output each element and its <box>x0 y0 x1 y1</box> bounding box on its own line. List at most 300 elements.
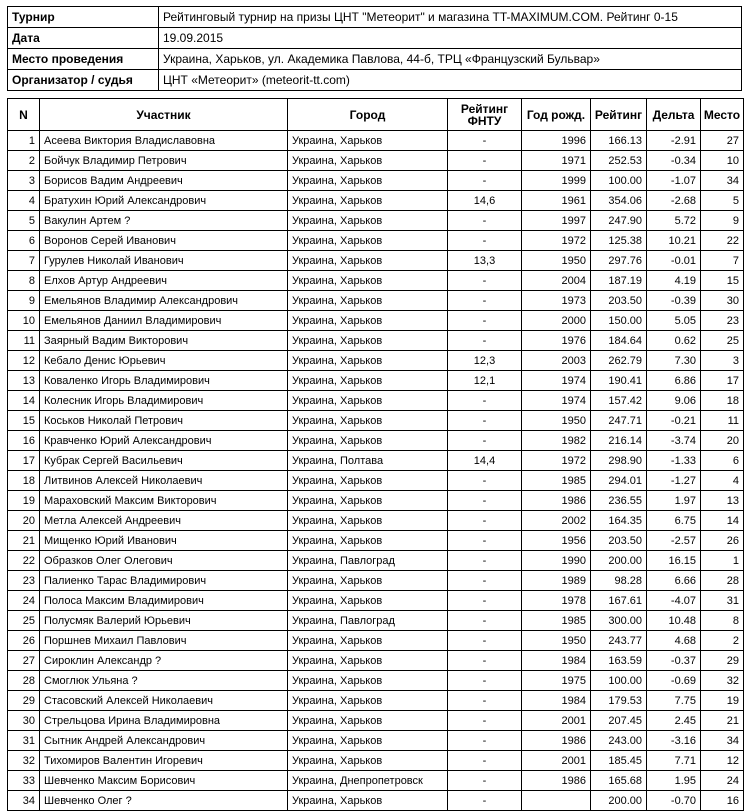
cell-delta: -0.01 <box>647 251 701 271</box>
cell-ftnu-rating: - <box>448 411 522 431</box>
cell-city: Украина, Харьков <box>288 151 448 171</box>
cell-rating: 298.90 <box>591 451 647 471</box>
cell-birth-year: 1950 <box>522 411 591 431</box>
cell-participant: Коваленко Игорь Владимирович <box>40 371 288 391</box>
cell-birth-year: 1976 <box>522 331 591 351</box>
cell-city: Украина, Павлоград <box>288 551 448 571</box>
cell-place: 7 <box>701 251 744 271</box>
cell-ftnu-rating: - <box>448 131 522 151</box>
cell-place: 15 <box>701 271 744 291</box>
col-header-birth-year: Год рожд. <box>522 99 591 131</box>
cell-city: Украина, Харьков <box>288 351 448 371</box>
info-label: Дата <box>8 28 159 49</box>
cell-participant: Стрельцова Ирина Владимировна <box>40 711 288 731</box>
table-row <box>8 791 744 811</box>
cell-city: Украина, Харьков <box>288 691 448 711</box>
cell-rating: 190.41 <box>591 371 647 391</box>
cell-ftnu-rating: - <box>448 591 522 611</box>
cell-birth-year: 1990 <box>522 551 591 571</box>
cell-city: Украина, Харьков <box>288 191 448 211</box>
cell-number: 31 <box>8 731 40 751</box>
cell-ftnu-rating: - <box>448 771 522 791</box>
info-row-organizer <box>8 70 742 91</box>
cell-city: Украина, Харьков <box>288 631 448 651</box>
cell-participant: Емельянов Владимир Александрович <box>40 291 288 311</box>
cell-ftnu-rating: - <box>448 431 522 451</box>
cell-city: Украина, Харьков <box>288 311 448 331</box>
table-row <box>8 411 744 431</box>
cell-rating: 179.53 <box>591 691 647 711</box>
cell-place: 2 <box>701 631 744 651</box>
cell-number: 7 <box>8 251 40 271</box>
cell-delta: -4.07 <box>647 591 701 611</box>
cell-participant: Гурулев Николай Иванович <box>40 251 288 271</box>
cell-rating: 167.61 <box>591 591 647 611</box>
cell-number: 32 <box>8 751 40 771</box>
cell-place: 21 <box>701 711 744 731</box>
cell-ftnu-rating: - <box>448 171 522 191</box>
cell-rating: 203.50 <box>591 291 647 311</box>
cell-place: 19 <box>701 691 744 711</box>
cell-participant: Шевченко Олег ? <box>40 791 288 811</box>
cell-number: 3 <box>8 171 40 191</box>
cell-delta: 2.45 <box>647 711 701 731</box>
cell-number: 34 <box>8 791 40 811</box>
cell-ftnu-rating: - <box>448 311 522 331</box>
cell-number: 30 <box>8 711 40 731</box>
table-row <box>8 511 744 531</box>
results-table <box>7 98 744 811</box>
table-row <box>8 771 744 791</box>
cell-place: 12 <box>701 751 744 771</box>
cell-place: 28 <box>701 571 744 591</box>
cell-birth-year: 1999 <box>522 171 591 191</box>
cell-city: Украина, Харьков <box>288 251 448 271</box>
cell-city: Украина, Харьков <box>288 271 448 291</box>
cell-place: 17 <box>701 371 744 391</box>
cell-participant: Борисов Вадим Андреевич <box>40 171 288 191</box>
cell-place: 10 <box>701 151 744 171</box>
cell-number: 16 <box>8 431 40 451</box>
cell-rating: 243.00 <box>591 731 647 751</box>
table-row <box>8 331 744 351</box>
cell-place: 20 <box>701 431 744 451</box>
cell-birth-year: 1986 <box>522 491 591 511</box>
cell-place: 29 <box>701 651 744 671</box>
results-body <box>8 131 744 811</box>
cell-rating: 294.01 <box>591 471 647 491</box>
cell-participant: Сытник Андрей Александрович <box>40 731 288 751</box>
table-row <box>8 311 744 331</box>
cell-delta: 1.97 <box>647 491 701 511</box>
cell-rating: 216.14 <box>591 431 647 451</box>
cell-number: 28 <box>8 671 40 691</box>
info-value: Украина, Харьков, ул. Академика Павлова, 44-б, ТРЦ «Французский Бульвар» <box>159 49 742 70</box>
cell-delta: -3.16 <box>647 731 701 751</box>
cell-participant: Заярный Вадим Викторович <box>40 331 288 351</box>
cell-delta: 7.71 <box>647 751 701 771</box>
cell-ftnu-rating: - <box>448 551 522 571</box>
cell-number: 21 <box>8 531 40 551</box>
cell-birth-year: 2002 <box>522 511 591 531</box>
cell-city: Украина, Харьков <box>288 411 448 431</box>
cell-number: 10 <box>8 311 40 331</box>
cell-city: Украина, Харьков <box>288 371 448 391</box>
cell-number: 24 <box>8 591 40 611</box>
cell-birth-year: 1950 <box>522 631 591 651</box>
cell-number: 15 <box>8 411 40 431</box>
table-row <box>8 751 744 771</box>
cell-place: 27 <box>701 131 744 151</box>
cell-city: Украина, Харьков <box>288 531 448 551</box>
cell-place: 9 <box>701 211 744 231</box>
cell-participant: Метла Алексей Андреевич <box>40 511 288 531</box>
cell-ftnu-rating: - <box>448 751 522 771</box>
cell-rating: 236.55 <box>591 491 647 511</box>
cell-city: Украина, Полтава <box>288 451 448 471</box>
cell-city: Украина, Харьков <box>288 511 448 531</box>
cell-participant: Сироклин Александр ? <box>40 651 288 671</box>
table-row <box>8 391 744 411</box>
cell-rating: 207.45 <box>591 711 647 731</box>
cell-rating: 187.19 <box>591 271 647 291</box>
cell-birth-year: 2003 <box>522 351 591 371</box>
cell-birth-year: 1984 <box>522 691 591 711</box>
info-label: Организатор / судья <box>8 70 159 91</box>
table-row <box>8 671 744 691</box>
cell-birth-year: 1985 <box>522 611 591 631</box>
cell-birth-year <box>522 791 591 811</box>
table-row <box>8 531 744 551</box>
cell-delta: -2.91 <box>647 131 701 151</box>
cell-birth-year: 1956 <box>522 531 591 551</box>
cell-place: 4 <box>701 471 744 491</box>
table-row <box>8 611 744 631</box>
cell-birth-year: 1972 <box>522 231 591 251</box>
cell-participant: Тихомиров Валентин Игоревич <box>40 751 288 771</box>
cell-number: 23 <box>8 571 40 591</box>
cell-ftnu-rating: - <box>448 291 522 311</box>
cell-ftnu-rating: - <box>448 151 522 171</box>
cell-birth-year: 2000 <box>522 311 591 331</box>
cell-place: 18 <box>701 391 744 411</box>
cell-ftnu-rating: - <box>448 471 522 491</box>
cell-number: 18 <box>8 471 40 491</box>
info-value: 19.09.2015 <box>159 28 742 49</box>
col-header-n: N <box>8 99 40 131</box>
cell-delta: 5.72 <box>647 211 701 231</box>
table-row <box>8 431 744 451</box>
table-row <box>8 571 744 591</box>
info-label: Турнир <box>8 7 159 28</box>
cell-participant: Воронов Серей Иванович <box>40 231 288 251</box>
cell-rating: 125.38 <box>591 231 647 251</box>
cell-participant: Полоса Максим Владимирович <box>40 591 288 611</box>
info-value: ЦНТ «Метеорит» (meteorit-tt.com) <box>159 70 742 91</box>
table-row <box>8 171 744 191</box>
cell-number: 4 <box>8 191 40 211</box>
col-header-ftnu-line2: ФНТУ <box>467 113 502 128</box>
col-header-ftnu-line1: Рейтинг <box>460 101 509 116</box>
col-header-participant: Участник <box>40 99 288 131</box>
table-row <box>8 711 744 731</box>
cell-place: 13 <box>701 491 744 511</box>
cell-delta: 10.21 <box>647 231 701 251</box>
cell-participant: Полусмяк Валерий Юрьевич <box>40 611 288 631</box>
cell-city: Украина, Харьков <box>288 751 448 771</box>
cell-number: 20 <box>8 511 40 531</box>
info-row-tournament <box>8 7 742 28</box>
cell-number: 11 <box>8 331 40 351</box>
table-row <box>8 271 744 291</box>
table-row <box>8 131 744 151</box>
cell-city: Украина, Харьков <box>288 791 448 811</box>
cell-number: 1 <box>8 131 40 151</box>
table-row <box>8 471 744 491</box>
info-row-date <box>8 28 742 49</box>
cell-birth-year: 1986 <box>522 731 591 751</box>
cell-participant: Поршнев Михаил Павлович <box>40 631 288 651</box>
cell-rating: 185.45 <box>591 751 647 771</box>
cell-ftnu-rating: - <box>448 791 522 811</box>
cell-birth-year: 1984 <box>522 651 591 671</box>
cell-participant: Шевченко Максим Борисович <box>40 771 288 791</box>
cell-place: 6 <box>701 451 744 471</box>
cell-place: 34 <box>701 731 744 751</box>
cell-ftnu-rating: 12,1 <box>448 371 522 391</box>
cell-rating: 165.68 <box>591 771 647 791</box>
cell-city: Украина, Харьков <box>288 331 448 351</box>
cell-place: 26 <box>701 531 744 551</box>
cell-place: 1 <box>701 551 744 571</box>
cell-place: 5 <box>701 191 744 211</box>
table-row <box>8 731 744 751</box>
cell-participant: Кубрак Сергей Васильевич <box>40 451 288 471</box>
cell-place: 31 <box>701 591 744 611</box>
cell-number: 27 <box>8 651 40 671</box>
cell-city: Украина, Харьков <box>288 491 448 511</box>
cell-city: Украина, Харьков <box>288 731 448 751</box>
cell-city: Украина, Днепропетровск <box>288 771 448 791</box>
cell-place: 23 <box>701 311 744 331</box>
cell-city: Украина, Харьков <box>288 291 448 311</box>
cell-birth-year: 1982 <box>522 431 591 451</box>
col-header-rating: Рейтинг <box>591 99 647 131</box>
cell-delta: -2.68 <box>647 191 701 211</box>
cell-number: 9 <box>8 291 40 311</box>
cell-rating: 297.76 <box>591 251 647 271</box>
cell-city: Украина, Харьков <box>288 431 448 451</box>
cell-delta: 16.15 <box>647 551 701 571</box>
cell-ftnu-rating: - <box>448 531 522 551</box>
cell-city: Украина, Харьков <box>288 651 448 671</box>
cell-place: 14 <box>701 511 744 531</box>
info-row-venue <box>8 49 742 70</box>
cell-ftnu-rating: - <box>448 571 522 591</box>
cell-city: Украина, Харьков <box>288 131 448 151</box>
cell-place: 3 <box>701 351 744 371</box>
cell-participant: Литвинов Алексей Николаевич <box>40 471 288 491</box>
cell-ftnu-rating: - <box>448 691 522 711</box>
cell-rating: 100.00 <box>591 171 647 191</box>
cell-birth-year: 1950 <box>522 251 591 271</box>
cell-city: Украина, Харьков <box>288 171 448 191</box>
cell-rating: 247.71 <box>591 411 647 431</box>
table-row <box>8 651 744 671</box>
cell-rating: 203.50 <box>591 531 647 551</box>
cell-number: 14 <box>8 391 40 411</box>
cell-city: Украина, Харьков <box>288 211 448 231</box>
cell-ftnu-rating: 14,6 <box>448 191 522 211</box>
cell-delta: -0.39 <box>647 291 701 311</box>
info-value: Рейтинговый турнир на призы ЦНТ "Метеорит" и магазина TT-MAXIMUM.COM. Рейтинг 0-15 <box>159 7 742 28</box>
cell-number: 12 <box>8 351 40 371</box>
cell-ftnu-rating: 13,3 <box>448 251 522 271</box>
cell-ftnu-rating: - <box>448 631 522 651</box>
col-header-ftnu-rating <box>448 99 522 131</box>
cell-rating: 163.59 <box>591 651 647 671</box>
cell-ftnu-rating: - <box>448 671 522 691</box>
cell-delta: 6.66 <box>647 571 701 591</box>
header-row <box>8 99 744 131</box>
cell-place: 30 <box>701 291 744 311</box>
table-row <box>8 251 744 271</box>
table-row <box>8 491 744 511</box>
cell-participant: Елхов Артур Андреевич <box>40 271 288 291</box>
cell-delta: 6.86 <box>647 371 701 391</box>
col-header-delta: Дельта <box>647 99 701 131</box>
cell-ftnu-rating: - <box>448 511 522 531</box>
cell-delta: -3.74 <box>647 431 701 451</box>
table-row <box>8 551 744 571</box>
cell-place: 22 <box>701 231 744 251</box>
cell-birth-year: 1985 <box>522 471 591 491</box>
tournament-info-table <box>7 6 742 91</box>
cell-delta: 6.75 <box>647 511 701 531</box>
cell-participant: Мараховский Максим Викторович <box>40 491 288 511</box>
cell-participant: Кравченко Юрий Александрович <box>40 431 288 451</box>
col-header-city: Город <box>288 99 448 131</box>
cell-rating: 184.64 <box>591 331 647 351</box>
cell-delta: -0.37 <box>647 651 701 671</box>
table-row <box>8 351 744 371</box>
cell-number: 29 <box>8 691 40 711</box>
cell-birth-year: 1978 <box>522 591 591 611</box>
cell-place: 25 <box>701 331 744 351</box>
cell-delta: 0.62 <box>647 331 701 351</box>
cell-delta: 1.95 <box>647 771 701 791</box>
table-row <box>8 211 744 231</box>
cell-delta: 4.19 <box>647 271 701 291</box>
cell-delta: 7.75 <box>647 691 701 711</box>
cell-ftnu-rating: - <box>448 711 522 731</box>
cell-delta: -1.33 <box>647 451 701 471</box>
cell-participant: Палиенко Тарас Владимирович <box>40 571 288 591</box>
cell-rating: 252.53 <box>591 151 647 171</box>
cell-birth-year: 1989 <box>522 571 591 591</box>
table-row <box>8 451 744 471</box>
cell-participant: Емельянов Даниил Владимирович <box>40 311 288 331</box>
cell-city: Украина, Харьков <box>288 711 448 731</box>
cell-delta: 7.30 <box>647 351 701 371</box>
table-row <box>8 591 744 611</box>
cell-ftnu-rating: - <box>448 391 522 411</box>
cell-delta: -1.27 <box>647 471 701 491</box>
cell-birth-year: 1972 <box>522 451 591 471</box>
cell-number: 17 <box>8 451 40 471</box>
cell-delta: -1.07 <box>647 171 701 191</box>
table-row <box>8 191 744 211</box>
cell-birth-year: 1986 <box>522 771 591 791</box>
cell-participant: Колесник Игорь Владимирович <box>40 391 288 411</box>
cell-ftnu-rating: - <box>448 211 522 231</box>
cell-birth-year: 1975 <box>522 671 591 691</box>
cell-rating: 157.42 <box>591 391 647 411</box>
cell-number: 5 <box>8 211 40 231</box>
cell-number: 13 <box>8 371 40 391</box>
cell-number: 26 <box>8 631 40 651</box>
cell-place: 32 <box>701 671 744 691</box>
cell-birth-year: 1973 <box>522 291 591 311</box>
table-row <box>8 151 744 171</box>
cell-city: Украина, Харьков <box>288 571 448 591</box>
table-row <box>8 231 744 251</box>
cell-birth-year: 1974 <box>522 371 591 391</box>
cell-rating: 150.00 <box>591 311 647 331</box>
cell-delta: -0.21 <box>647 411 701 431</box>
cell-delta: 4.68 <box>647 631 701 651</box>
cell-number: 25 <box>8 611 40 631</box>
cell-city: Украина, Харьков <box>288 391 448 411</box>
cell-participant: Смоглюк Ульяна ? <box>40 671 288 691</box>
cell-delta: 9.06 <box>647 391 701 411</box>
cell-delta: -0.69 <box>647 671 701 691</box>
cell-ftnu-rating: - <box>448 611 522 631</box>
cell-participant: Братухин Юрий Александрович <box>40 191 288 211</box>
cell-delta: -0.70 <box>647 791 701 811</box>
cell-rating: 164.35 <box>591 511 647 531</box>
cell-city: Украина, Павлоград <box>288 611 448 631</box>
cell-delta: 5.05 <box>647 311 701 331</box>
cell-birth-year: 2001 <box>522 711 591 731</box>
info-label: Место проведения <box>8 49 159 70</box>
cell-place: 8 <box>701 611 744 631</box>
cell-city: Украина, Харьков <box>288 671 448 691</box>
table-row <box>8 691 744 711</box>
cell-birth-year: 1971 <box>522 151 591 171</box>
cell-place: 34 <box>701 171 744 191</box>
cell-rating: 98.28 <box>591 571 647 591</box>
cell-birth-year: 2004 <box>522 271 591 291</box>
cell-participant: Мищенко Юрий Иванович <box>40 531 288 551</box>
cell-rating: 243.77 <box>591 631 647 651</box>
cell-number: 22 <box>8 551 40 571</box>
cell-place: 16 <box>701 791 744 811</box>
cell-delta: -2.57 <box>647 531 701 551</box>
cell-birth-year: 1996 <box>522 131 591 151</box>
cell-rating: 200.00 <box>591 551 647 571</box>
table-row <box>8 631 744 651</box>
cell-rating: 247.90 <box>591 211 647 231</box>
cell-ftnu-rating: - <box>448 271 522 291</box>
cell-number: 6 <box>8 231 40 251</box>
table-row <box>8 291 744 311</box>
cell-ftnu-rating: 12,3 <box>448 351 522 371</box>
cell-place: 24 <box>701 771 744 791</box>
cell-delta: -0.34 <box>647 151 701 171</box>
cell-rating: 354.06 <box>591 191 647 211</box>
cell-rating: 262.79 <box>591 351 647 371</box>
